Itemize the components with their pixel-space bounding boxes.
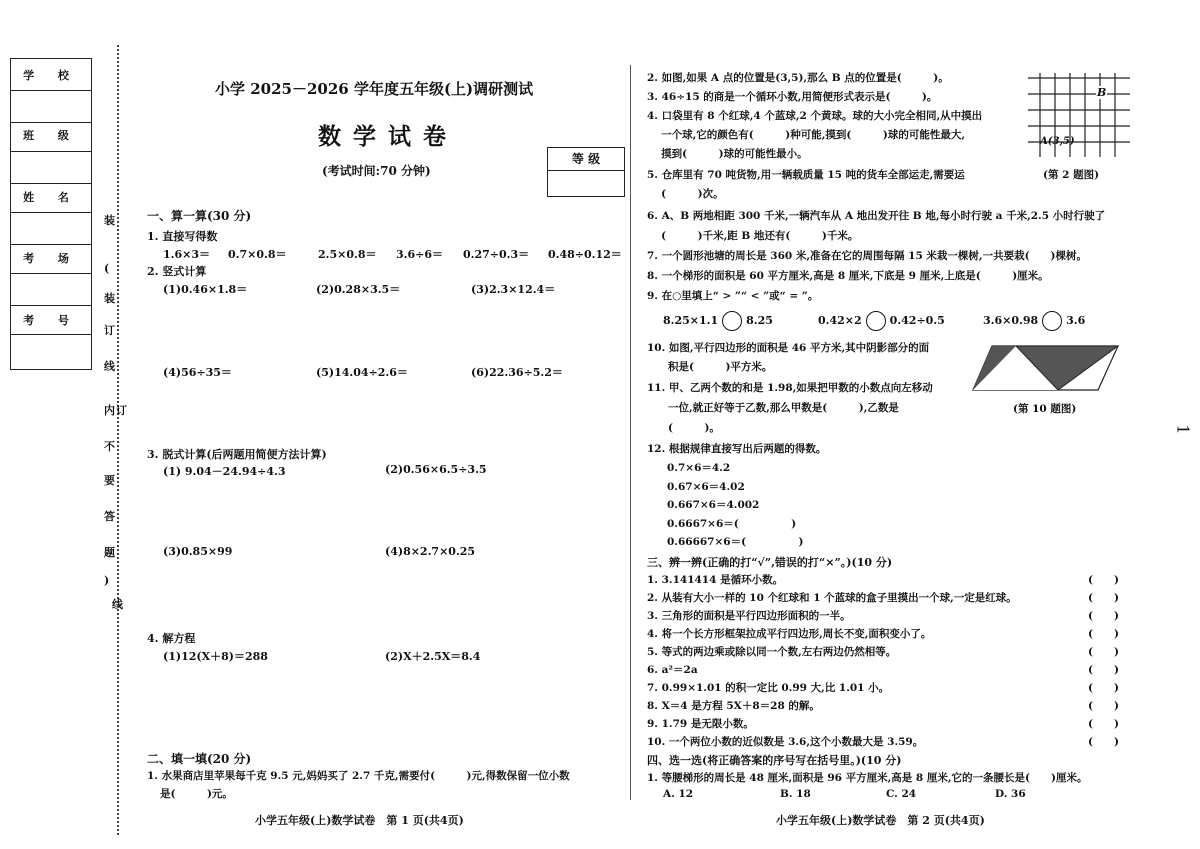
question-item: 0.27÷0.3＝ bbox=[463, 248, 530, 261]
question-item: 0.7×0.8＝ bbox=[228, 248, 287, 261]
compare-left: 0.42×2 bbox=[818, 314, 862, 327]
question-line: 一位,就正好等于乙数,那么甲数是( ),乙数是 bbox=[647, 402, 899, 414]
page-mark: 1 bbox=[1173, 424, 1193, 435]
question-title: 1. 直接写得数 bbox=[147, 230, 218, 243]
question-item: (4)8×2.7×0.25 bbox=[385, 545, 476, 558]
section-heading: 一、算一算(30 分) bbox=[147, 209, 252, 223]
compare-right: 0.42÷0.5 bbox=[889, 314, 945, 327]
pattern-item: 0.7×6＝4.2 bbox=[667, 462, 731, 474]
binding-text: 内 bbox=[104, 404, 115, 417]
question-item: (4)56÷35＝ bbox=[163, 366, 232, 379]
question-item: (2)0.28×3.5＝ bbox=[316, 283, 401, 296]
field-school: 学 校 bbox=[23, 69, 79, 82]
pattern-item: 0.667×6＝4.002 bbox=[667, 499, 760, 511]
question-item: (1)0.46×1.8＝ bbox=[163, 283, 248, 296]
compare-left: 8.25×1.1 bbox=[663, 314, 719, 327]
page-footer: 小学五年级(上)数学试卷 第 2 页(共4页) bbox=[776, 814, 985, 827]
parallelogram-figure bbox=[970, 343, 1122, 393]
question-line: 3. 46÷15 的商是一个循环小数,用简便形式表示是( )。 bbox=[647, 91, 938, 103]
answer-bracket[interactable]: ( ) bbox=[1088, 628, 1119, 640]
pattern-item: 0.6667×6＝( ) bbox=[667, 518, 797, 530]
answer-bracket[interactable]: ( ) bbox=[1088, 610, 1119, 622]
question-line: 4. 口袋里有 8 个红球,4 个蓝球,2 个黄球。球的大小完全相同,从中摸出 bbox=[647, 110, 983, 122]
field-class: 班 级 bbox=[23, 129, 79, 142]
binding-text: 订 bbox=[116, 404, 127, 417]
grade-box bbox=[547, 147, 625, 197]
section-heading: 三、辨一辨(正确的打“√”,错误的打“×”。)(10 分) bbox=[647, 556, 893, 569]
question-item: (6)22.36÷5.2＝ bbox=[471, 366, 563, 379]
judge-item: 8. X＝4 是方程 5X＋8＝28 的解。 bbox=[647, 700, 820, 712]
binding-dotted-line bbox=[117, 45, 119, 835]
compare-right: 8.25 bbox=[746, 314, 773, 327]
option-b[interactable]: B. 18 bbox=[780, 788, 811, 800]
binding-text: 答 bbox=[104, 510, 115, 523]
question-line: ( )千米,距 B 地还有( )千米。 bbox=[647, 230, 859, 242]
compare-circle[interactable] bbox=[866, 311, 886, 331]
section-heading: 二、填一填(20 分) bbox=[147, 752, 252, 766]
judge-item: 2. 从装有大小一样的 10 个红球和 1 个蓝球的盒子里摸出一个球,一定是红球。 bbox=[647, 592, 1017, 604]
question-line: 11. 甲、乙两个数的和是 1.98,如果把甲数的小数点向左移动 bbox=[647, 382, 933, 394]
question-item: (1) 9.04－24.94÷4.3 bbox=[163, 465, 286, 478]
question-line: 7. 一个圆形池塘的周长是 360 米,准备在它的周围每隔 15 米栽一棵树,一共要栽( )棵树。 bbox=[647, 250, 1088, 262]
figure-caption: (第 2 题图) bbox=[1043, 169, 1100, 181]
binding-text: 装 bbox=[104, 214, 115, 227]
question-title: 4. 解方程 bbox=[147, 632, 196, 645]
compare-row bbox=[818, 311, 945, 331]
field-exam-number: 考 号 bbox=[23, 314, 79, 327]
question-item: 1.6×3＝ bbox=[163, 248, 211, 261]
binding-text: 装 bbox=[104, 292, 115, 305]
judge-item: 3. 三角形的面积是平行四边形面积的一半。 bbox=[647, 610, 851, 622]
page-divider bbox=[630, 65, 631, 800]
judge-item: 6. a²＝2a bbox=[647, 664, 698, 676]
question-item: 2.5×0.8＝ bbox=[318, 248, 377, 261]
answer-bracket[interactable]: ( ) bbox=[1088, 574, 1119, 586]
point-a-label: A(3,5) bbox=[1040, 136, 1075, 147]
question-item: (2)0.56×6.5÷3.5 bbox=[385, 463, 487, 476]
option-d[interactable]: D. 36 bbox=[995, 788, 1026, 800]
field-exam-room: 考 场 bbox=[23, 252, 79, 265]
compare-left: 3.6×0.98 bbox=[983, 314, 1039, 327]
question-line: 6. A、B 两地相距 300 千米,一辆汽车从 A 地出发开往 B 地,每小时行驶 a 千米,2.5 小时行驶了 bbox=[647, 210, 1106, 222]
compare-right: 3.6 bbox=[1066, 314, 1086, 327]
question-item: (2)X＋2.5X＝8.4 bbox=[385, 650, 481, 663]
binding-text: 题 bbox=[104, 546, 115, 559]
compare-circle[interactable] bbox=[1042, 311, 1062, 331]
binding-text: 线 bbox=[112, 598, 123, 611]
answer-bracket[interactable]: ( ) bbox=[1088, 736, 1119, 748]
option-c[interactable]: C. 24 bbox=[886, 788, 917, 800]
question-line: ( )。 bbox=[647, 422, 720, 434]
question-title: 3. 脱式计算(后两题用简便方法计算) bbox=[147, 448, 327, 461]
exam-time: (考试时间:70 分钟) bbox=[322, 164, 431, 178]
pattern-item: 0.66667×6＝( ) bbox=[667, 536, 804, 548]
question-line: 10. 如图,平行四边形的面积是 46 平方米,其中阴影部分的面 bbox=[647, 342, 930, 354]
question-item: (1)12(X＋8)＝288 bbox=[163, 650, 268, 663]
binding-text: 订 bbox=[104, 324, 115, 337]
question-line: 是( )元。 bbox=[160, 788, 233, 800]
question-line: 5. 仓库里有 70 吨货物,用一辆载质量 15 吨的货车全部运走,需要运 bbox=[647, 169, 965, 181]
pattern-item: 0.67×6＝4.02 bbox=[667, 481, 745, 493]
question-item: (3)0.85×99 bbox=[163, 545, 233, 558]
compare-row bbox=[663, 311, 773, 331]
question-title: 12. 根据规律直接写出后两题的得数。 bbox=[647, 443, 827, 455]
question-line: ( )次。 bbox=[647, 188, 724, 200]
exam-title: 小学 2025－2026 学年度五年级(上)调研测试 bbox=[215, 80, 534, 98]
question-item: (3)2.3×12.4＝ bbox=[471, 283, 556, 296]
question-item: 0.48÷0.12＝ bbox=[548, 248, 622, 261]
judge-item: 10. 一个两位小数的近似数是 3.6,这个小数最大是 3.59。 bbox=[647, 736, 924, 748]
binding-text: ( bbox=[104, 262, 110, 275]
question-title: 2. 竖式计算 bbox=[147, 265, 207, 278]
section-heading: 四、选一选(将正确答案的序号写在括号里。)(10 分) bbox=[647, 754, 902, 767]
answer-bracket[interactable]: ( ) bbox=[1088, 664, 1119, 676]
question-item: 3.6÷6＝ bbox=[396, 248, 444, 261]
answer-bracket[interactable]: ( ) bbox=[1088, 700, 1119, 712]
question-item: (5)14.04÷2.6＝ bbox=[316, 366, 408, 379]
grade-label: 等 级 bbox=[548, 148, 624, 171]
question-line: 1. 等腰梯形的周长是 48 厘米,面积是 96 平方厘米,高是 8 厘米,它的一条腰长是( )厘米。 bbox=[647, 772, 1088, 784]
page-footer: 小学五年级(上)数学试卷 第 1 页(共4页) bbox=[255, 814, 464, 827]
binding-text: 要 bbox=[104, 474, 115, 487]
point-b-label: B bbox=[1097, 86, 1107, 99]
judge-item: 7. 0.99×1.01 的积一定比 0.99 大,比 1.01 小。 bbox=[647, 682, 890, 694]
judge-item: 9. 1.79 是无限小数。 bbox=[647, 718, 754, 730]
question-line: 8. 一个梯形的面积是 60 平方厘米,高是 8 厘米,下底是 9 厘米,上底是( )厘米。 bbox=[647, 270, 1049, 282]
judge-item: 5. 等式的两边乘或除以同一个数,左右两边仍然相等。 bbox=[647, 646, 897, 658]
answer-bracket[interactable]: ( ) bbox=[1088, 682, 1119, 694]
question-line: 9. 在○里填上“ > ”“ < ”或“ = ”。 bbox=[647, 290, 819, 302]
answer-bracket[interactable]: ( ) bbox=[1088, 592, 1119, 604]
compare-circle[interactable] bbox=[722, 311, 742, 331]
binding-text: 不 bbox=[104, 440, 115, 453]
figure-caption: (第 10 题图) bbox=[1013, 403, 1077, 415]
subject-title: 数 学 试 卷 bbox=[318, 123, 449, 150]
question-line: 摸到( )球的可能性最小。 bbox=[647, 148, 808, 160]
binding-text: 线 bbox=[104, 360, 115, 373]
binding-text: ) bbox=[104, 574, 110, 587]
field-name: 姓 名 bbox=[23, 191, 79, 204]
judge-item: 4. 将一个长方形框架拉成平行四边形,周长不变,面积变小了。 bbox=[647, 628, 932, 640]
student-info-table bbox=[10, 58, 92, 370]
answer-bracket[interactable]: ( ) bbox=[1088, 646, 1119, 658]
question-line: 2. 如图,如果 A 点的位置是(3,5),那么 B 点的位置是( )。 bbox=[647, 72, 949, 84]
judge-item: 1. 3.141414 是循环小数。 bbox=[647, 574, 784, 586]
compare-row bbox=[983, 311, 1085, 331]
answer-bracket[interactable]: ( ) bbox=[1088, 718, 1119, 730]
question-line: 一个球,它的颜色有( )种可能,摸到( )球的可能性最大, bbox=[647, 129, 965, 141]
question-line: 1. 水果商店里苹果每千克 9.5 元,妈妈买了 2.7 千克,需要付( )元,得数保留一位小数 bbox=[147, 770, 570, 782]
question-line: 积是( )平方米。 bbox=[647, 361, 773, 373]
option-a[interactable]: A. 12 bbox=[663, 788, 694, 800]
